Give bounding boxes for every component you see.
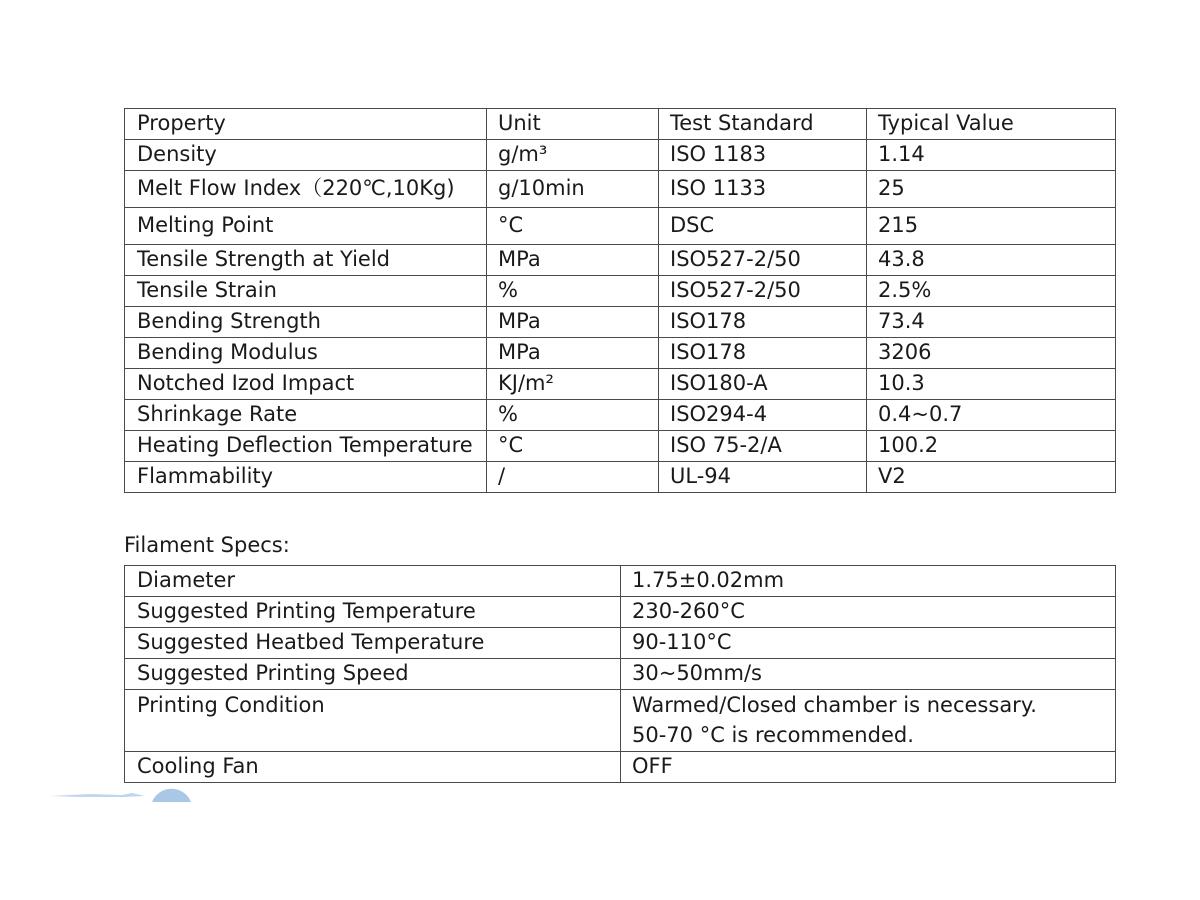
- spec-value: [621, 690, 1116, 752]
- cell-test-standard: ISO 1183: [659, 140, 867, 171]
- cell-test-standard: DSC: [659, 208, 867, 245]
- spec-row: [125, 659, 1116, 690]
- spec-row: [125, 690, 1116, 752]
- spec-label: Suggested Printing Temperature: [125, 597, 621, 628]
- cell-property: Melting Point: [125, 208, 487, 245]
- filament-specs-table: [124, 565, 1116, 783]
- spec-value-line: 30~50mm/s: [632, 661, 762, 685]
- spec-row: [125, 752, 1116, 783]
- spec-value: [621, 566, 1116, 597]
- spec-row: [125, 628, 1116, 659]
- properties-row: [125, 338, 1116, 369]
- cell-test-standard: ISO178: [659, 338, 867, 369]
- blue-stamp-fragment: [50, 782, 195, 802]
- spec-value: [621, 628, 1116, 659]
- cell-test-standard: ISO527-2/50: [659, 245, 867, 276]
- cell-typical-value: 0.4~0.7: [867, 400, 1116, 431]
- cell-typical-value: 2.5%: [867, 276, 1116, 307]
- cell-typical-value: 25: [867, 171, 1116, 208]
- cell-typical-value: 43.8: [867, 245, 1116, 276]
- header-cell-property: Property: [125, 109, 487, 140]
- cell-property: Notched Izod Impact: [125, 369, 487, 400]
- cell-test-standard: UL-94: [659, 462, 867, 493]
- spec-label: Suggested Printing Speed: [125, 659, 621, 690]
- header-cell-typical-value: Typical Value: [867, 109, 1116, 140]
- spec-value: [621, 659, 1116, 690]
- properties-header-row: [125, 109, 1116, 140]
- cell-property: Tensile Strength at Yield: [125, 245, 487, 276]
- properties-row: [125, 307, 1116, 338]
- cell-property: Tensile Strain: [125, 276, 487, 307]
- cell-typical-value: 73.4: [867, 307, 1116, 338]
- properties-row: [125, 400, 1116, 431]
- properties-row: [125, 140, 1116, 171]
- cell-typical-value: 215: [867, 208, 1116, 245]
- header-cell-unit: Unit: [487, 109, 659, 140]
- cell-test-standard: ISO 1133: [659, 171, 867, 208]
- cell-typical-value: 3206: [867, 338, 1116, 369]
- properties-table-body: [125, 109, 1116, 493]
- spec-value-line: 230-260°C: [632, 599, 745, 623]
- cell-unit: MPa: [487, 307, 659, 338]
- cell-typical-value: V2: [867, 462, 1116, 493]
- cell-typical-value: 1.14: [867, 140, 1116, 171]
- cell-unit: MPa: [487, 245, 659, 276]
- cell-property: Bending Modulus: [125, 338, 487, 369]
- cell-test-standard: ISO 75-2/A: [659, 431, 867, 462]
- spec-label: Cooling Fan: [125, 752, 621, 783]
- cell-test-standard: ISO527-2/50: [659, 276, 867, 307]
- filament-specs-title: Filament Specs:: [124, 533, 290, 557]
- cell-typical-value: 100.2: [867, 431, 1116, 462]
- properties-row: [125, 245, 1116, 276]
- cell-test-standard: ISO294-4: [659, 400, 867, 431]
- spec-value-line: 50-70 °C is recommended.: [632, 723, 914, 747]
- specs-table-body: [125, 566, 1116, 783]
- cell-unit: °C: [487, 431, 659, 462]
- properties-row: [125, 276, 1116, 307]
- properties-row: [125, 431, 1116, 462]
- spec-value-line: 90-110°C: [632, 630, 732, 654]
- spec-row: [125, 566, 1116, 597]
- cell-unit: °C: [487, 208, 659, 245]
- spec-value: [621, 597, 1116, 628]
- cell-property: Bending Strength: [125, 307, 487, 338]
- cell-unit: /: [487, 462, 659, 493]
- cell-unit: g/m³: [487, 140, 659, 171]
- spec-value-line: 1.75±0.02mm: [632, 568, 785, 592]
- spec-row: [125, 597, 1116, 628]
- cell-unit: g/10min: [487, 171, 659, 208]
- cell-unit: %: [487, 276, 659, 307]
- cell-unit: %: [487, 400, 659, 431]
- spec-label: Suggested Heatbed Temperature: [125, 628, 621, 659]
- cell-property: Shrinkage Rate: [125, 400, 487, 431]
- material-properties-table: [124, 108, 1116, 493]
- properties-row: [125, 208, 1116, 245]
- cell-property: Flammability: [125, 462, 487, 493]
- spec-label: Printing Condition: [125, 690, 621, 752]
- cell-unit: MPa: [487, 338, 659, 369]
- cell-test-standard: ISO178: [659, 307, 867, 338]
- properties-row: [125, 171, 1116, 208]
- properties-row: [125, 462, 1116, 493]
- cell-test-standard: ISO180-A: [659, 369, 867, 400]
- spec-value: [621, 752, 1116, 783]
- spec-label: Diameter: [125, 566, 621, 597]
- cell-property: Melt Flow Index（220℃,10Kg): [125, 171, 487, 208]
- properties-row: [125, 369, 1116, 400]
- spec-value-line: Warmed/Closed chamber is necessary.: [632, 693, 1037, 717]
- cell-unit: KJ/m²: [487, 369, 659, 400]
- header-cell-test-standard: Test Standard: [659, 109, 867, 140]
- cell-typical-value: 10.3: [867, 369, 1116, 400]
- cell-property: Density: [125, 140, 487, 171]
- cell-property: Heating Deflection Temperature: [125, 431, 487, 462]
- spec-value-line: OFF: [632, 754, 673, 778]
